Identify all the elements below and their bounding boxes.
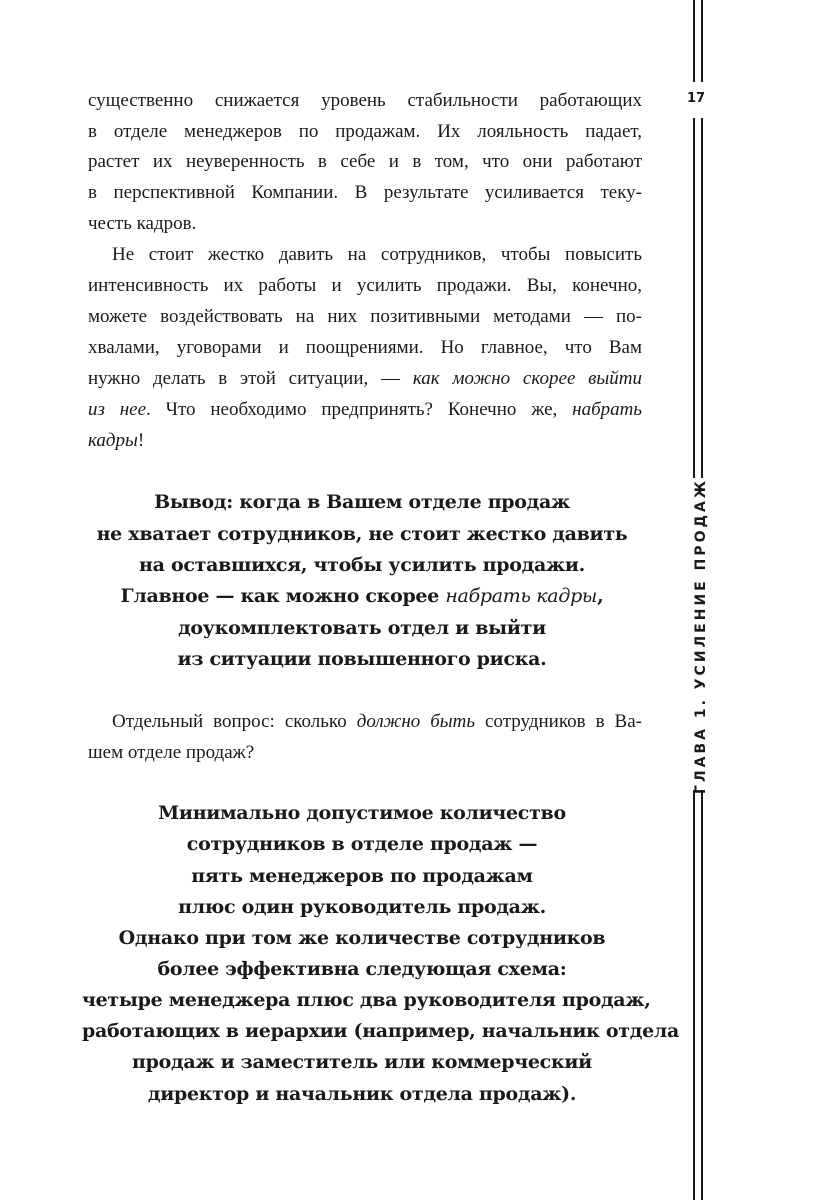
italic-span: набрать кадры (445, 585, 598, 607)
rail-line-bottom (693, 790, 695, 1200)
conclusion-line: более эффективна следующая схема: (157, 958, 567, 980)
body-line: в отделе менеджеров по продажам. Их лояльность падает, (88, 121, 642, 142)
conclusion-line: из ситуации повышенного риска. (177, 648, 547, 670)
conclusion-line: плюс один руководитель продаж. (178, 896, 546, 918)
conclusion-line: четыре менеджера плюс два руководителя продаж, (82, 989, 651, 1011)
body-line: честь кадров. (88, 213, 197, 234)
conclusion-line: сотрудников в отделе продаж — (186, 833, 538, 855)
text-span: сотрудников в Ва- (475, 711, 642, 732)
conclusion-line: директор и начальник отдела продаж). (147, 1083, 577, 1105)
body-line (112, 710, 642, 734)
body-line: растет их неуверенность в себе и в том, что они работают (88, 151, 642, 172)
body-line: хвалами, уговорами и поощрениями. Но главное, что Вам (88, 337, 642, 358)
conclusion-line: пять менеджеров по продажам (191, 865, 533, 887)
conclusion-line (82, 584, 642, 608)
conclusion-line: Однако при том же количестве сотрудников (118, 927, 606, 949)
text-span: Отдельный вопрос: сколько (112, 711, 357, 732)
rail-line-top (693, 0, 695, 82)
italic-span: как можно скорее выйти (412, 368, 642, 389)
conclusion-line: не хватает сотрудников, не стоит жестко давить (96, 523, 628, 545)
text-span: . Что необходимо предпринять? Конечно же, (146, 399, 573, 420)
text-span: Главное — как можно скорее (120, 585, 446, 607)
body-line: Не стоит жестко давить на сотрудников, чтобы повысить (112, 244, 642, 265)
body-line: в перспективной Компании. В результате усиливается теку- (88, 182, 642, 203)
page-number: 17 (686, 91, 706, 106)
body-line: интенсивность их работы и усилить продажи. Вы, конечно, (88, 275, 642, 296)
italic-span: набрать (572, 399, 642, 420)
rail-line-bottom (701, 790, 703, 1200)
text-span: ! (137, 430, 145, 451)
conclusion-line: работающих в иерархии (например, начальник отдела (82, 1020, 679, 1042)
rail-line-top (701, 0, 703, 82)
body-line (88, 398, 642, 422)
italic-span: кадры (88, 430, 138, 451)
body-line (88, 429, 642, 453)
conclusion-line: Вывод: когда в Вашем отделе продаж (154, 491, 570, 513)
chapter-label: ГЛАВА 1. УСИЛЕНИЕ ПРОДАЖ (693, 478, 709, 794)
italic-span: из нее (88, 399, 147, 420)
rail-line-mid (693, 118, 695, 478)
rail-line-mid (701, 118, 703, 478)
body-line: существенно снижается уровень стабильности работающих (88, 90, 642, 111)
conclusion-line: продаж и заместитель или коммерческий (132, 1051, 592, 1073)
conclusion-line: Минимально допустимое количество (158, 802, 566, 824)
conclusion-line: доукомплектовать отдел и выйти (178, 617, 546, 639)
body-line (88, 367, 642, 391)
text-span: нужно делать в этой ситуации, — (88, 368, 413, 389)
text-span: , (597, 585, 604, 607)
body-line: шем отделе продаж? (88, 742, 255, 763)
body-line: можете воздействовать на них позитивными методами — по- (88, 306, 642, 327)
italic-span: должно быть (356, 711, 476, 732)
conclusion-line: на оставшихся, чтобы усилить продажи. (139, 554, 585, 576)
